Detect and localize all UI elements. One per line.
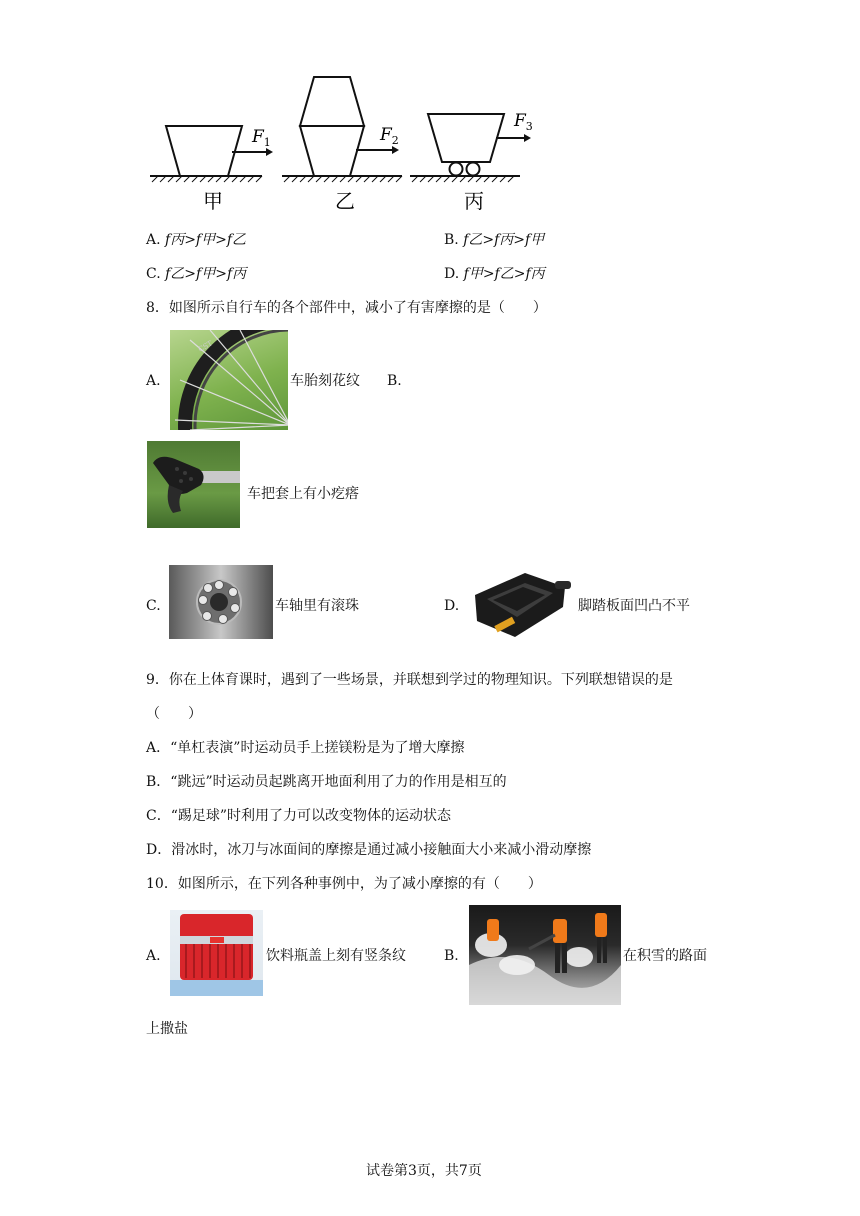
wheel-left — [450, 163, 463, 176]
q10-option-b-key[interactable]: B. — [444, 948, 459, 964]
q8-option-a-key[interactable]: A. — [146, 373, 161, 389]
figure-yi — [282, 77, 402, 213]
option-key: D. — [444, 266, 460, 282]
option-text: “踢足球”时利用了力可以改变物体的运动状态 — [170, 808, 452, 824]
q8-option-d-text: 脚踏板面凹凸不平 — [578, 598, 690, 614]
figure-label-jia: 甲 — [203, 189, 223, 213]
option-text: f乙>f甲>f丙 — [165, 266, 247, 282]
q9-option-b[interactable] — [146, 772, 507, 792]
figure-jia — [150, 126, 273, 213]
q10-option-b-text: 在积雪的路面 — [623, 948, 707, 964]
q7-option-a[interactable] — [146, 230, 246, 250]
option-text: f丙>f甲>f乙 — [165, 232, 247, 248]
q9-option-d[interactable] — [146, 840, 591, 860]
option-key: A． — [146, 740, 171, 756]
q8-option-c-text: 车轴里有滚珠 — [275, 598, 359, 614]
q7-option-b[interactable] — [444, 230, 544, 250]
force-label-3: $F_3$ — [514, 111, 533, 133]
q8-option-a-text: 车胎刻花纹 — [290, 373, 360, 389]
q9-stem: 9．你在上体育课时，遇到了一些场景，并联想到学过的物理知识。下列联想错误的是 — [146, 672, 673, 688]
q10-stem: 10．如图所示，在下列各种事例中，为了减小摩擦的有（ ） — [146, 876, 542, 892]
bike-tire-image — [170, 330, 288, 430]
option-key: B． — [146, 774, 171, 790]
figure-label-yi: 乙 — [335, 189, 355, 213]
q9-stem-bracket: （ ） — [146, 706, 202, 722]
q9-option-a[interactable] — [146, 738, 464, 758]
option-text: f乙>f丙>f甲 — [463, 232, 545, 248]
friction-figure — [140, 70, 540, 220]
svg-text:CST: CST — [197, 339, 214, 354]
q9-option-c[interactable] — [146, 806, 451, 826]
figure-label-bing: 丙 — [464, 189, 484, 213]
q7-option-c[interactable] — [146, 264, 246, 284]
q7-option-d[interactable] — [444, 264, 545, 284]
option-text: 滑冰时，冰刀与冰面间的摩擦是通过减小接触面大小来减小滑动摩擦 — [171, 842, 592, 858]
q10-option-a-text: 饮料瓶盖上刻有竖条纹 — [266, 948, 406, 964]
q10-option-b-continuation: 上撒盐 — [146, 1021, 188, 1037]
q8-option-c-key[interactable]: C. — [146, 598, 161, 614]
wheel-right — [467, 163, 480, 176]
option-key: A. — [146, 232, 161, 248]
q8-stem: 8．如图所示自行车的各个部件中，减小了有害摩擦的是（ ） — [146, 300, 547, 316]
pedal-image — [467, 565, 573, 650]
q8-option-d-key[interactable]: D. — [444, 598, 460, 614]
option-key: D． — [146, 842, 172, 858]
q8-option-b-key[interactable]: B. — [387, 373, 402, 389]
force-label-2: $F_2$ — [380, 125, 399, 147]
figure-bing — [410, 111, 533, 213]
option-key: C. — [146, 266, 161, 282]
option-text: “跳远”时运动员起跳离开地面利用了力的作用是相互的 — [170, 774, 507, 790]
handlebar-grip-image — [147, 441, 240, 528]
force-label-1: $F_1$ — [252, 127, 271, 149]
option-text: “单杠表演”时运动员手上搓镁粉是为了增大摩擦 — [170, 740, 465, 756]
option-key: B. — [444, 232, 459, 248]
q10-option-a-key[interactable]: A. — [146, 948, 161, 964]
bottle-cap-image — [170, 910, 263, 996]
option-key: C． — [146, 808, 171, 824]
page-footer: 试卷第3页，共7页 — [366, 1163, 482, 1179]
bearing-image — [169, 565, 273, 639]
q8-option-b-text: 车把套上有小疙瘩 — [247, 486, 359, 502]
option-text: f甲>f乙>f丙 — [463, 266, 545, 282]
salt-on-snow-image — [469, 905, 621, 1005]
